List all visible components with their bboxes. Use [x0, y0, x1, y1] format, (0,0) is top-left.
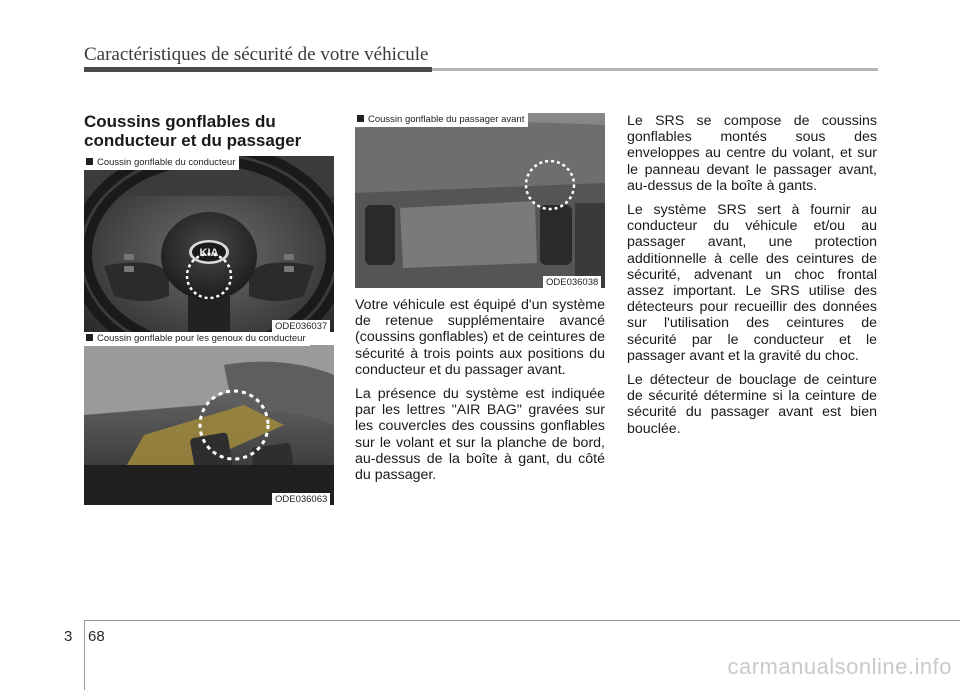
paragraph: La présence du système est indiquée par les lettres "AIR BAG" gravées sur les couvercles des coussins gonflables sur le volant et sur la planche de bord, au-dessus de la boîte à gant, du côté du passager.	[355, 386, 605, 484]
figure-caption-passenger-airbag: Coussin gonflable du passager avant	[355, 113, 528, 127]
figure-code-knee-airbag: ODE036063	[272, 493, 330, 507]
photo-driver-steering-wheel	[84, 156, 334, 332]
photo-knee-airbag	[84, 345, 334, 505]
bullet-square-icon	[357, 115, 364, 122]
header-rule-dark	[84, 67, 432, 72]
paragraph: Le système SRS sert à fournir au conducteur du véhicule et/ou au passager avant, une protection additionnelle à celle des ceintures de sécurité, advenant un choc frontal assez important. Le SRS utilise des détecteurs pour recueillir des données sur l'utilisation des ceintures de sécurité par le conducteur et le passager avant et la gravité du choc.	[627, 202, 877, 364]
figure-code-passenger-airbag: ODE036038	[543, 276, 601, 290]
page-number: 68	[88, 628, 105, 645]
bullet-square-icon	[86, 334, 93, 341]
paragraph: Votre véhicule est équipé d'un système de retenue supplémentaire avancé (coussins gonflables) et de ceintures de sécurité à trois points aux positions du conducteur et du passager avant.	[355, 297, 605, 378]
watermark: carmanualsonline.info	[727, 654, 952, 679]
figure-caption-driver-airbag: Coussin gonflable du conducteur	[84, 156, 239, 170]
section-heading: Coussins gonflables du conducteur et du passager	[84, 112, 302, 150]
paragraph: Le SRS se compose de coussins gonflables montés sous des enveloppes au centre du volant, et sur le panneau devant le passager avant, au-dessus de la boîte à gants.	[627, 113, 877, 194]
figure-caption-knee-airbag: Coussin gonflable pour les genoux du conducteur	[84, 332, 310, 346]
chapter-number: 3	[64, 628, 73, 645]
paragraph: Le détecteur de bouclage de ceinture de sécurité détermine si la ceinture de sécurité du passager avant est bien bouclée.	[627, 372, 877, 437]
figure-code-driver-airbag: ODE036037	[272, 320, 330, 334]
footer-rule-horizontal	[84, 620, 960, 621]
bullet-square-icon	[86, 158, 93, 165]
kia-logo: KIA	[199, 247, 219, 259]
footer-rule-vertical	[84, 620, 85, 690]
header-rule-light	[432, 68, 878, 71]
text-column-middle	[355, 297, 605, 491]
photo-passenger-airbag	[355, 113, 605, 288]
page-header-title: Caractéristiques de sécurité de votre véhicule	[84, 44, 429, 65]
text-column-right	[627, 113, 877, 445]
